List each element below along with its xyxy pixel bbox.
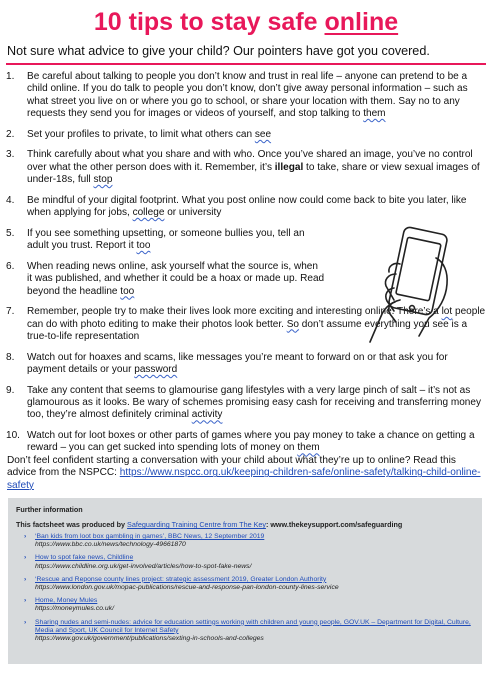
the-key-site: www.thekeysupport.com/safeguarding (270, 520, 403, 529)
further-information-heading: Further information (16, 505, 83, 514)
tip-number: 1. (6, 71, 15, 82)
spellcheck-word: activity (191, 409, 223, 421)
reference-url: https://www.london.gov.uk/mopac-publications/rescue-and-response-pan-london-county-lines-service (35, 584, 339, 592)
tip-item-2 (6, 129, 486, 141)
tip-text: Set your profiles to private, to limit what others can (27, 128, 255, 140)
chevron-right-icon: › (24, 533, 27, 540)
reference-list (24, 533, 476, 648)
produced-by-line (16, 520, 402, 529)
tip-text: Be careful about talking to people you don’t know and trust in real life – anyone can pretend to be a child online. If you do talk to people you don’t know, don’t give away personal information – such as what street you live on or where you go to school, or share your location with them. Say no to any requests they send you for images or videos of yourself, and stop talking to (27, 71, 468, 120)
chevron-right-icon: › (24, 554, 27, 562)
produced-by-prefix: This factsheet was produced by (16, 520, 128, 529)
reference-item (24, 619, 476, 644)
tip-number: 2. (6, 128, 15, 140)
reference-item (24, 576, 476, 592)
produced-by-separator: : (265, 520, 271, 529)
tip-text: Remember, people try to make their lives look more exciting and interesting online. There’s a (27, 306, 442, 318)
title-text: 10 tips to stay safe (93, 8, 325, 36)
tip-number: 8. (6, 351, 15, 363)
title-underlined-word: online (324, 8, 399, 36)
tip-text: If you see something upsetting, or someone bullies you, tell an adult you trust. Report it (27, 227, 305, 252)
tip-number: 6. (6, 260, 15, 272)
tip-item-8 (6, 352, 486, 377)
reference-link[interactable]: How to spot fake news, Childline (35, 554, 134, 562)
title-divider (6, 63, 486, 65)
advice-text: Don’t feel confident starting a conversation with your child about what they’re up to online? Read this advice from the NSPCC: (7, 455, 456, 479)
spellcheck-word: too (136, 240, 151, 252)
reference-link[interactable]: Home, Money Mules (35, 597, 98, 605)
reference-url: https://moneymules.co.uk/ (35, 605, 114, 613)
tip-text: Take any content that seems to glamourise gang lifestyles with a very large pinch of salt – it’s not as glamourous as it looks. Be wary of schemes promising easy cash for receiving and transferring money too, they’re almost definitely criminal (27, 384, 481, 421)
reference-link[interactable]: ‘Rescue and Reponse county lines project: strategic assessment 2019, Greater London Authority (35, 575, 327, 583)
spellcheck-word: them (297, 442, 320, 454)
tip-item-10 (6, 430, 486, 455)
tip-text: don’t assume everything you see is a true-to-life representation (27, 318, 468, 343)
chevron-right-icon: › (24, 618, 27, 626)
reference-link[interactable]: ‘Ban kids from loot box gambling in games’, BBC News, 12 September 2019 (35, 533, 265, 540)
reference-url: https://www.gov.uk/government/publications/sexting-in-schools-and-colleges (35, 635, 264, 643)
tip-text: Think carefully about what you share and with who. Once you’ve shared an image, you’ve no control over what the other person does with it. Remember, it’s (27, 149, 473, 173)
tip-item-9 (6, 385, 486, 422)
tip-text: When reading news online, ask yourself what the source is, when it was published, and whether it could be a hoax or made up. Read beyond the headline (27, 260, 325, 297)
page-title (0, 8, 492, 36)
tip-item-1 (6, 71, 486, 121)
tip-text: people can do with photo editing to make their photos look better. (27, 306, 486, 330)
tip-number: 10. (6, 430, 20, 442)
tip-number: 5. (6, 227, 15, 239)
chevron-right-icon: › (24, 597, 27, 605)
spellcheck-word: see (254, 128, 272, 140)
nspcc-advice-paragraph (7, 455, 485, 492)
reference-item (24, 533, 476, 549)
spellcheck-word: too (120, 285, 135, 297)
tip-number: 3. (6, 149, 15, 161)
tip-number: 4. (6, 194, 15, 206)
spellcheck-word: So (286, 318, 300, 330)
spellcheck-word: them (363, 108, 386, 120)
tip-number: 9. (6, 384, 15, 396)
reference-link[interactable]: Sharing nudes and semi-nudes: advice for education settings working with children and young people, GOV.UK – Department for Digital, Culture, Media and Sport, UK Council for Internet Safety (35, 618, 471, 634)
tip-text: Watch out for loot boxes or other parts of games where you pay money to take a chance on getting a reward – you can get sucked into spending lots of money on (27, 430, 475, 454)
spellcheck-word: lot (441, 306, 453, 318)
reference-item (24, 597, 476, 613)
tip-number: 7. (6, 306, 15, 318)
reference-url: https://www.childline.org.uk/get-involved/articles/how-to-spot-fake-news/ (35, 562, 252, 570)
reference-item (24, 554, 476, 570)
emphasis-word: illegal (274, 161, 304, 173)
tip-text: to take, share or view sexual images of under-18s, full (27, 161, 480, 186)
further-information-panel (8, 498, 482, 664)
spellcheck-word: password (134, 364, 178, 376)
tip-text: Watch out for hoaxes and scams, like messages you’re meant to forward on or that ask you for payment details or your (27, 351, 448, 376)
tip-item-3 (6, 149, 486, 186)
tip-item-4 (6, 195, 486, 220)
chevron-right-icon: › (24, 575, 27, 583)
tip-text: or university (164, 207, 222, 219)
the-key-link[interactable]: Safeguarding Training Centre from The Key (127, 520, 266, 529)
spellcheck-word: college (132, 207, 165, 219)
nspcc-advice-link[interactable]: https://www.nspcc.org.uk/keeping-children-safe/online-safety/talking-child-online-safety (7, 467, 481, 491)
tip-text: Be mindful of your digital footprint. What you post online now could come back to bite you later, like when applying for jobs, (27, 194, 467, 219)
hand-holding-phone-icon (340, 224, 470, 344)
reference-url: https://www.bbc.co.uk/news/technology-49661870 (35, 541, 186, 549)
subtitle: Not sure what advice to give your child? Our pointers have got you covered. (7, 44, 430, 58)
spellcheck-word: stop (93, 174, 113, 186)
